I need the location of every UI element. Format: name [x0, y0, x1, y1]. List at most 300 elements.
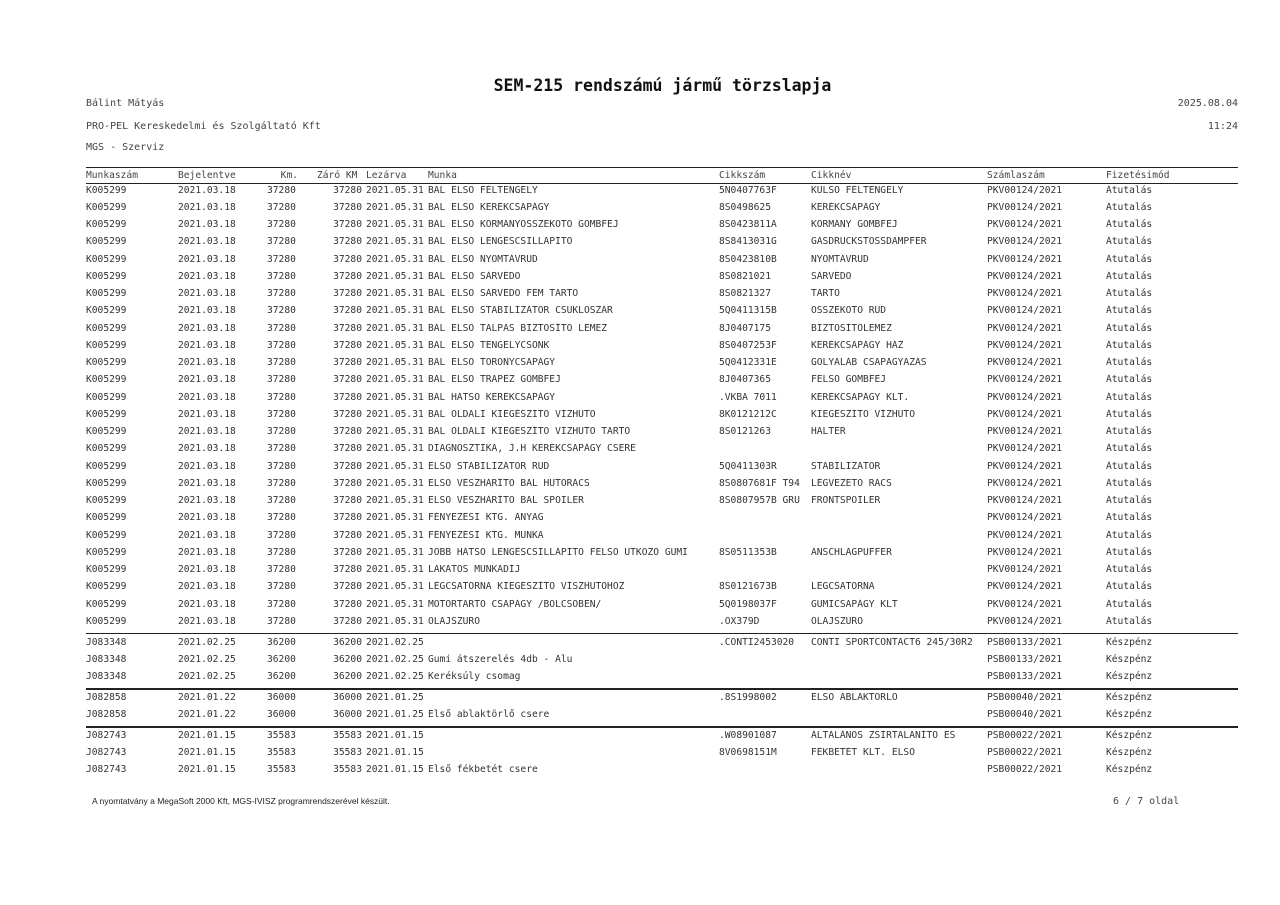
- cell-bejelentve: 2021.01.22: [178, 691, 236, 703]
- cell-fizetesimod: Átutalás: [1106, 391, 1153, 403]
- cell-km: 37280: [267, 426, 296, 437]
- cell-lezarva: 2021.05.31: [366, 495, 424, 506]
- cell-munkaszam: K005299: [86, 374, 127, 386]
- cell-cikknev: NYOMTÁVRÚD: [811, 253, 869, 265]
- cell-szamlaszam: PKV00124/2021: [987, 598, 1063, 610]
- cell-szamlaszam: PSB00133/2021: [987, 653, 1063, 665]
- table-row: [86, 252, 1238, 269]
- cell-cikknev: FELSŐ GÖMBFEJ: [811, 374, 887, 386]
- cell-bejelentve: 2021.03.18: [178, 460, 236, 472]
- cell-cikkszam: 8S0807681F T94: [719, 477, 800, 489]
- cell-munkaszam: K005299: [86, 443, 127, 455]
- table-row: [86, 321, 1238, 338]
- cell-munkaszam: K005299: [86, 546, 127, 558]
- cell-munkaszam: K005299: [86, 253, 127, 265]
- cell-km: 37280: [267, 270, 296, 282]
- cell-zaro-km: 37280: [333, 426, 362, 437]
- cell-bejelentve: 2021.03.18: [178, 529, 236, 541]
- cell-bejelentve: 2021.03.18: [178, 288, 236, 299]
- cell-munka: Gumi átszerelés 4db - Alu: [428, 653, 573, 665]
- cell-km: 37280: [267, 460, 296, 472]
- cell-zaro-km: 37280: [333, 219, 362, 230]
- table-row: [86, 183, 1238, 200]
- cell-bejelentve: 2021.02.25: [178, 671, 236, 682]
- cell-cikknev: SÁRVÉDŐ: [811, 270, 852, 282]
- cell-zaro-km: 37280: [333, 305, 362, 317]
- cell-lezarva: 2021.05.31: [366, 564, 424, 575]
- cell-munkaszam: K005299: [86, 219, 127, 230]
- cell-munkaszam: J083348: [86, 653, 127, 665]
- cell-munkaszam: K005299: [86, 408, 127, 420]
- cell-munka: Első fékbetét csere: [428, 764, 538, 776]
- print-time: 11:24: [1207, 121, 1238, 132]
- cell-cikknev: KERÉKCSAPÁGY KLT.: [811, 391, 910, 403]
- cell-bejelentve: 2021.03.18: [178, 201, 236, 213]
- cell-zaro-km: 37280: [333, 477, 362, 489]
- cell-lezarva: 2021.05.31: [366, 322, 424, 334]
- cell-zaro-km: 37280: [333, 443, 362, 455]
- cell-km: 37280: [267, 322, 296, 334]
- cell-lezarva: 2021.02.25: [366, 671, 424, 682]
- table-row: [86, 441, 1238, 458]
- cell-munka: BAL ELSŐ STABILIZÁTOR CSUKLÓSZÁR: [428, 305, 613, 317]
- cell-cikkszam: 8S0121263: [719, 426, 771, 437]
- cell-cikkszam: .CONTI2453020: [719, 636, 795, 648]
- cell-fizetesimod: Átutalás: [1106, 201, 1153, 213]
- cell-bejelentve: 2021.03.18: [178, 374, 236, 386]
- cell-munka: BAL ELSŐ TORONYCSAPÁGY: [428, 357, 556, 368]
- cell-lezarva: 2021.02.25: [366, 653, 424, 665]
- table-row: [86, 476, 1238, 493]
- cell-km: 37280: [267, 564, 296, 575]
- cell-lezarva: 2021.05.31: [366, 443, 424, 455]
- cell-cikkszam: 8S8413031G: [719, 236, 777, 248]
- cell-cikkszam: 8S0121673B: [719, 581, 777, 593]
- cell-szamlaszam: PSB00040/2021: [987, 691, 1063, 703]
- cell-munka: BAL ELSŐ SÁRVÉDŐ FÉM TARTÓ: [428, 288, 579, 299]
- table-row: [86, 303, 1238, 320]
- company-name: PRO-PEL Kereskedelmi és Szolgáltató Kft: [86, 121, 321, 132]
- cell-lezarva: 2021.05.31: [366, 581, 424, 593]
- table-row: [86, 635, 1238, 652]
- cell-cikkszam: 8S0511353B: [719, 546, 777, 558]
- cell-fizetesimod: Készpénz: [1106, 747, 1153, 758]
- cell-munka: OLAJSZŰRŐ: [428, 615, 480, 627]
- cell-lezarva: 2021.05.31: [366, 460, 424, 472]
- cell-bejelentve: 2021.03.18: [178, 546, 236, 558]
- cell-lezarva: 2021.05.31: [366, 184, 424, 196]
- cell-cikknev: ANSCHLAGPUFFER: [811, 546, 892, 558]
- cell-zaro-km: 37280: [333, 270, 362, 282]
- cell-zaro-km: 37280: [333, 253, 362, 265]
- cell-bejelentve: 2021.03.18: [178, 357, 236, 368]
- cell-km: 37280: [267, 477, 296, 489]
- cell-szamlaszam: PKV00124/2021: [987, 512, 1063, 524]
- cell-cikknev: KERÉKCSAPÁGY HÁZ: [811, 339, 904, 351]
- cell-km: 37280: [267, 357, 296, 368]
- cell-km: 36200: [267, 671, 296, 682]
- print-date: 2025.08.04: [1177, 98, 1238, 109]
- cell-munka: Első ablaktörlő csere: [428, 709, 550, 720]
- cell-cikkszam: .W08901087: [719, 729, 777, 741]
- cell-lezarva: 2021.05.31: [366, 288, 424, 299]
- cell-fizetesimod: Készpénz: [1106, 653, 1153, 665]
- cell-zaro-km: 37280: [333, 339, 362, 351]
- cell-fizetesimod: Átutalás: [1106, 184, 1153, 196]
- cell-munkaszam: J083348: [86, 636, 127, 648]
- cell-km: 36000: [267, 709, 296, 720]
- cell-szamlaszam: PSB00040/2021: [987, 709, 1063, 720]
- cell-munkaszam: K005299: [86, 236, 127, 248]
- cell-km: 36000: [267, 691, 296, 703]
- cell-zaro-km: 36200: [333, 671, 362, 682]
- table-row: [86, 217, 1238, 234]
- cell-cikkszam: 8J0407365: [719, 374, 771, 386]
- cell-lezarva: 2021.05.31: [366, 357, 424, 368]
- cell-lezarva: 2021.01.15: [366, 747, 424, 758]
- cell-munkaszam: K005299: [86, 339, 127, 351]
- cell-munkaszam: K005299: [86, 581, 127, 593]
- cell-bejelentve: 2021.03.18: [178, 270, 236, 282]
- cell-munkaszam: K005299: [86, 357, 127, 368]
- cell-lezarva: 2021.05.31: [366, 201, 424, 213]
- col-bejelentve: Bejelentve: [178, 170, 236, 181]
- table-row: [86, 269, 1238, 286]
- cell-lezarva: 2021.01.15: [366, 729, 424, 741]
- cell-munkaszam: K005299: [86, 529, 127, 541]
- cell-munka: Keréksúly csomag: [428, 671, 521, 682]
- table-row: [86, 286, 1238, 303]
- cell-lezarva: 2021.05.31: [366, 512, 424, 524]
- cell-cikkszam: 5Q0412331E: [719, 357, 777, 368]
- cell-cikknev: FÉKBETÉT KLT. ELSŐ: [811, 747, 915, 758]
- cell-zaro-km: 37280: [333, 495, 362, 506]
- cell-szamlaszam: PKV00124/2021: [987, 219, 1063, 230]
- table-row: [86, 762, 1238, 779]
- cell-munkaszam: K005299: [86, 201, 127, 213]
- cell-km: 37280: [267, 495, 296, 506]
- cell-cikkszam: 5Q0411315B: [719, 305, 777, 317]
- cell-fizetesimod: Átutalás: [1106, 339, 1153, 351]
- cell-munka: FÉNYEZÉSI KTG. MUNKA: [428, 529, 544, 541]
- cell-fizetesimod: Átutalás: [1106, 253, 1153, 265]
- cell-cikkszam: 5Q0198037F: [719, 598, 777, 610]
- table-row: [86, 510, 1238, 527]
- cell-munka: BAL ELSŐ KORMÁNYÖSSZEKÖTŐ GÖMBFEJ: [428, 219, 619, 230]
- cell-bejelentve: 2021.01.15: [178, 747, 236, 758]
- cell-cikkszam: 8S0423811A: [719, 219, 777, 230]
- cell-fizetesimod: Átutalás: [1106, 581, 1153, 593]
- cell-fizetesimod: Átutalás: [1106, 219, 1153, 230]
- cell-munka: ELSŐ STABILIZÁTOR RÚD: [428, 460, 550, 472]
- cell-cikknev: ÁLTALÁNOS ZSÍRTALANÍTÓ ÉS: [811, 729, 956, 741]
- cell-szamlaszam: PKV00124/2021: [987, 201, 1063, 213]
- cell-szamlaszam: PSB00133/2021: [987, 671, 1063, 682]
- table-row: [86, 652, 1238, 669]
- cell-fizetesimod: Átutalás: [1106, 236, 1153, 248]
- table-row: [86, 493, 1238, 510]
- cell-munkaszam: K005299: [86, 426, 127, 437]
- cell-bejelentve: 2021.03.18: [178, 615, 236, 627]
- cell-lezarva: 2021.05.31: [366, 391, 424, 403]
- cell-munka: BAL ELSŐ NYOMTÁVRÚD: [428, 253, 538, 265]
- cell-cikknev: KORMÁNY GÖMBFEJ: [811, 219, 898, 230]
- cell-km: 37280: [267, 408, 296, 420]
- cell-km: 37280: [267, 598, 296, 610]
- cell-munka: LAKATOS MUNKADÍJ: [428, 564, 521, 575]
- table-row: [86, 545, 1238, 562]
- cell-zaro-km: 37280: [333, 581, 362, 593]
- cell-cikkszam: 8S0807957B GRU: [719, 495, 800, 506]
- cell-lezarva: 2021.05.31: [366, 426, 424, 437]
- cell-km: 37280: [267, 288, 296, 299]
- cell-cikknev: KIEGÉSZÍTŐ VÍZHŰTŐ: [811, 408, 915, 420]
- cell-zaro-km: 37280: [333, 374, 362, 386]
- cell-fizetesimod: Átutalás: [1106, 426, 1153, 437]
- cell-munka: MOTORTARTÓ CSAPÁGY /BÖLCSŐBEN/: [428, 598, 602, 610]
- cell-cikkszam: 8S0821021: [719, 270, 771, 282]
- cell-lezarva: 2021.05.31: [366, 236, 424, 248]
- cell-cikknev: TARTÓ: [811, 288, 840, 299]
- cell-munkaszam: J082858: [86, 709, 127, 720]
- cell-km: 37280: [267, 512, 296, 524]
- cell-lezarva: 2021.01.25: [366, 691, 424, 703]
- cell-km: 37280: [267, 374, 296, 386]
- cell-lezarva: 2021.05.31: [366, 374, 424, 386]
- cell-fizetesimod: Átutalás: [1106, 529, 1153, 541]
- cell-bejelentve: 2021.02.25: [178, 653, 236, 665]
- cell-lezarva: 2021.05.31: [366, 270, 424, 282]
- cell-km: 37280: [267, 391, 296, 403]
- cell-munkaszam: J082858: [86, 691, 127, 703]
- cell-km: 37280: [267, 443, 296, 455]
- table-row: [86, 690, 1238, 707]
- cell-zaro-km: 37280: [333, 598, 362, 610]
- cell-munkaszam: J083348: [86, 671, 127, 682]
- cell-munkaszam: K005299: [86, 391, 127, 403]
- cell-szamlaszam: PKV00124/2021: [987, 443, 1063, 455]
- cell-bejelentve: 2021.02.25: [178, 636, 236, 648]
- cell-munka: ELSŐ VÉSZHÁRÍTÓ BAL HŰTŐRÁCS: [428, 477, 590, 489]
- cell-munka: BAL ELSŐ TENGELYCSONK: [428, 339, 550, 351]
- cell-munkaszam: K005299: [86, 184, 127, 196]
- cell-cikknev: GÓLYALÁB CSAPÁGYAZÁS: [811, 357, 927, 368]
- cell-cikknev: FRONTSPOILER: [811, 495, 881, 506]
- cell-munka: BAL ELSŐ FÉLTENGELY: [428, 184, 538, 196]
- cell-lezarva: 2021.02.25: [366, 636, 424, 648]
- cell-km: 36200: [267, 636, 296, 648]
- page-title: SEM-215 rendszámú jármű törzslapja: [493, 76, 832, 95]
- table-row: [86, 234, 1238, 251]
- table-row: [86, 579, 1238, 596]
- cell-bejelentve: 2021.01.15: [178, 764, 236, 776]
- cell-km: 37280: [267, 219, 296, 230]
- cell-lezarva: 2021.05.31: [366, 615, 424, 627]
- col-munka: Munka: [428, 170, 457, 181]
- cell-km: 35583: [267, 747, 296, 758]
- cell-lezarva: 2021.05.31: [366, 253, 424, 265]
- cell-zaro-km: 36200: [333, 636, 362, 648]
- table-row: [86, 728, 1238, 745]
- cell-munkaszam: K005299: [86, 495, 127, 506]
- table-row: [86, 338, 1238, 355]
- cell-fizetesimod: Átutalás: [1106, 408, 1153, 420]
- cell-bejelentve: 2021.03.18: [178, 426, 236, 437]
- cell-munkaszam: K005299: [86, 598, 127, 610]
- cell-cikknev: STABILIZÁTOR: [811, 460, 881, 472]
- cell-km: 37280: [267, 581, 296, 593]
- cell-szamlaszam: PKV00124/2021: [987, 322, 1063, 334]
- cell-zaro-km: 37280: [333, 322, 362, 334]
- cell-cikknev: HALTER: [811, 426, 846, 437]
- table-row: [86, 372, 1238, 389]
- cell-fizetesimod: Átutalás: [1106, 477, 1153, 489]
- cell-km: 37280: [267, 529, 296, 541]
- cell-munkaszam: J082743: [86, 729, 127, 741]
- cell-szamlaszam: PKV00124/2021: [987, 357, 1063, 368]
- cell-szamlaszam: PKV00124/2021: [987, 374, 1063, 386]
- cell-bejelentve: 2021.03.18: [178, 581, 236, 593]
- cell-szamlaszam: PKV00124/2021: [987, 564, 1063, 575]
- cell-zaro-km: 37280: [333, 184, 362, 196]
- cell-szamlaszam: PKV00124/2021: [987, 270, 1063, 282]
- cell-zaro-km: 37280: [333, 201, 362, 213]
- cell-cikknev: CONTI SPORTCONTACT6 245/30R2: [811, 636, 973, 648]
- cell-munka: BAL ELSŐ KERÉKCSAPÁGY: [428, 201, 550, 213]
- cell-fizetesimod: Átutalás: [1106, 374, 1153, 386]
- cell-munka: DIAGNOSZTIKA, J.H KERÉKCSAPÁGY CSERE: [428, 443, 636, 455]
- table-row: [86, 528, 1238, 545]
- cell-zaro-km: 37280: [333, 288, 362, 299]
- cell-szamlaszam: PKV00124/2021: [987, 581, 1063, 593]
- cell-cikkszam: .OX379D: [719, 615, 760, 627]
- cell-munkaszam: K005299: [86, 270, 127, 282]
- cell-lezarva: 2021.05.31: [366, 529, 424, 541]
- col-fizetesimod: Fizetésimód: [1106, 170, 1170, 181]
- cell-bejelentve: 2021.03.18: [178, 305, 236, 317]
- cell-zaro-km: 37280: [333, 236, 362, 248]
- cell-szamlaszam: PKV00124/2021: [987, 460, 1063, 472]
- cell-fizetesimod: Átutalás: [1106, 546, 1153, 558]
- cell-zaro-km: 37280: [333, 615, 362, 627]
- cell-zaro-km: 35583: [333, 764, 362, 776]
- cell-zaro-km: 36000: [333, 709, 362, 720]
- cell-cikknev: LÉGCSATORNA: [811, 581, 875, 593]
- cell-fizetesimod: Készpénz: [1106, 636, 1153, 648]
- cell-km: 37280: [267, 615, 296, 627]
- cell-munka: LÉGCSATORNA KIEGÉSZÍTŐ VÍSZHŰTŐHÖZ: [428, 581, 625, 593]
- cell-km: 36200: [267, 653, 296, 665]
- cell-szamlaszam: PSB00133/2021: [987, 636, 1063, 648]
- cell-bejelentve: 2021.01.22: [178, 709, 236, 720]
- cell-fizetesimod: Átutalás: [1106, 512, 1153, 524]
- cell-munka: BAL ELSŐ SÁRVÉDŐ: [428, 270, 521, 282]
- cell-munka: ELSŐ VÉSZHÁRÍTÓ BAL SPOILER: [428, 495, 584, 506]
- table-row: [86, 407, 1238, 424]
- cell-fizetesimod: Készpénz: [1106, 709, 1153, 720]
- cell-bejelentve: 2021.03.18: [178, 598, 236, 610]
- cell-cikkszam: 8S0407253F: [719, 339, 777, 351]
- cell-zaro-km: 36200: [333, 653, 362, 665]
- cell-km: 37280: [267, 253, 296, 265]
- cell-munkaszam: K005299: [86, 305, 127, 317]
- cell-munka: BAL HÁTSÓ KERÉKCSAPÁGY: [428, 391, 556, 403]
- cell-km: 35583: [267, 764, 296, 776]
- cell-szamlaszam: PSB00022/2021: [987, 729, 1063, 741]
- cell-zaro-km: 36000: [333, 691, 362, 703]
- cell-cikkszam: .VKBA 7011: [719, 391, 777, 403]
- cell-munka: BAL ELSŐ TALPAS BIZTOSÍTÓ LEMEZ: [428, 322, 608, 334]
- cell-lezarva: 2021.01.25: [366, 709, 424, 720]
- cell-munkaszam: K005299: [86, 288, 127, 299]
- cell-cikkszam: 8S0498625: [719, 201, 771, 213]
- cell-cikkszam: 8S0423810B: [719, 253, 777, 265]
- cell-munka: BAL ELSŐ TRAPÉZ GÖMBFEJ: [428, 374, 561, 386]
- cell-km: 37280: [267, 184, 296, 196]
- cell-szamlaszam: PKV00124/2021: [987, 495, 1063, 506]
- cell-zaro-km: 37280: [333, 564, 362, 575]
- cell-cikknev: KERÉKCSAPÁGY: [811, 201, 881, 213]
- cell-bejelentve: 2021.03.18: [178, 495, 236, 506]
- cell-munkaszam: K005299: [86, 477, 127, 489]
- cell-bejelentve: 2021.03.18: [178, 564, 236, 575]
- cell-zaro-km: 37280: [333, 460, 362, 472]
- cell-cikknev: LÉGVEZETŐ RÁCS: [811, 477, 892, 489]
- table-row: [86, 707, 1238, 724]
- cell-zaro-km: 37280: [333, 357, 362, 368]
- service-name: MGS - Szerviz: [86, 142, 165, 153]
- cell-munka: JOBB HÁTSÓ LENGÉSCSILLAPÍTÓ FELSŐ ÜTKÖZŐ GUMI: [428, 546, 688, 558]
- cell-szamlaszam: PKV00124/2021: [987, 426, 1063, 437]
- cell-cikkszam: 8K0121212C: [719, 408, 777, 420]
- cell-lezarva: 2021.05.31: [366, 546, 424, 558]
- cell-cikknev: OLAJSZŰRŐ: [811, 615, 863, 627]
- cell-fizetesimod: Készpénz: [1106, 729, 1153, 741]
- cell-km: 35583: [267, 729, 296, 741]
- cell-cikkszam: .8S1998002: [719, 691, 777, 703]
- col-km: Km.: [280, 170, 298, 181]
- table-row: [86, 459, 1238, 476]
- cell-bejelentve: 2021.01.15: [178, 729, 236, 741]
- cell-szamlaszam: PSB00022/2021: [987, 764, 1063, 776]
- table-row: [86, 424, 1238, 441]
- cell-cikkszam: 8S0821327: [719, 288, 771, 299]
- cell-fizetesimod: Átutalás: [1106, 495, 1153, 506]
- cell-munka: FÉNYEZÉSI KTG. ANYAG: [428, 512, 544, 524]
- cell-munka: BAL OLDALI KIEGÉSZÍTŐ VÍZHŰTŐ: [428, 408, 596, 420]
- cell-lezarva: 2021.05.31: [366, 598, 424, 610]
- cell-fizetesimod: Átutalás: [1106, 443, 1153, 455]
- cell-munkaszam: K005299: [86, 615, 127, 627]
- cell-zaro-km: 37280: [333, 529, 362, 541]
- cell-bejelentve: 2021.03.18: [178, 339, 236, 351]
- cell-fizetesimod: Átutalás: [1106, 460, 1153, 472]
- cell-cikknev: ELSŐ ABLAKTÖRLŐ: [811, 691, 898, 703]
- cell-fizetesimod: Átutalás: [1106, 357, 1153, 368]
- cell-munkaszam: J082743: [86, 747, 127, 758]
- cell-fizetesimod: Átutalás: [1106, 564, 1153, 575]
- cell-fizetesimod: Átutalás: [1106, 322, 1153, 334]
- cell-bejelentve: 2021.03.18: [178, 443, 236, 455]
- col-munkaszam: Munkaszám: [86, 170, 138, 181]
- cell-szamlaszam: PKV00124/2021: [987, 546, 1063, 558]
- cell-cikkszam: 8V0698151M: [719, 747, 777, 758]
- table-row: [86, 562, 1238, 579]
- cell-zaro-km: 37280: [333, 391, 362, 403]
- cell-fizetesimod: Átutalás: [1106, 288, 1153, 299]
- cell-cikknev: GASDRUCKSTOSSDAMPFER: [811, 236, 927, 248]
- cell-szamlaszam: PKV00124/2021: [987, 615, 1063, 627]
